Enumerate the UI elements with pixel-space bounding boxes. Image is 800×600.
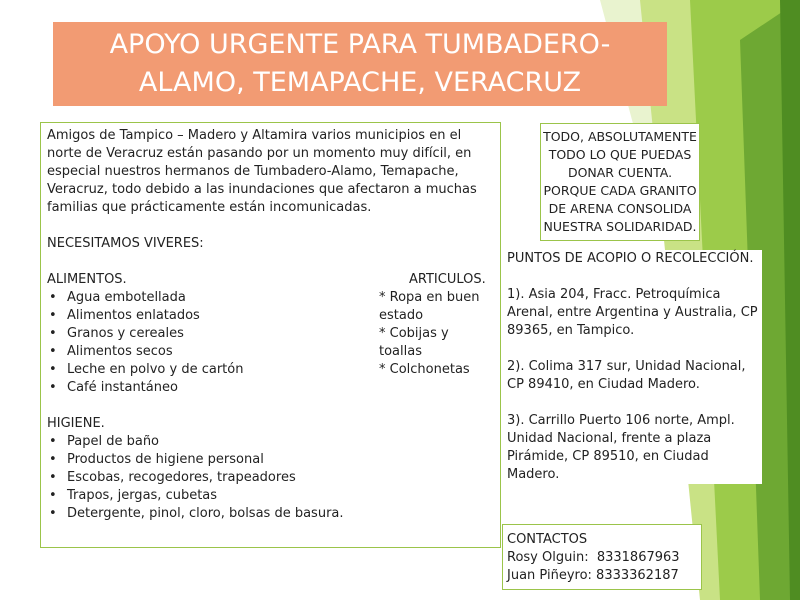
list-item: * Ropa en buen estado bbox=[379, 290, 480, 323]
points-heading: PUNTOS DE ACOPIO O RECOLECCIÓN. bbox=[507, 251, 754, 266]
collection-point-2: 2). Colima 317 sur, Unidad Nacional, CP 89410, en Ciudad Madero. bbox=[507, 359, 746, 392]
list-item: * Cobijas y toallas bbox=[379, 326, 449, 359]
contacts-box bbox=[502, 524, 702, 590]
contact-phone: 8333362187 bbox=[596, 568, 679, 583]
page-title bbox=[53, 22, 667, 106]
list-item: • Productos de higiene personal bbox=[47, 451, 494, 469]
intro-text: Amigos de Tampico – Madero y Altamira varios municipios en el norte de Veracruz están pasando por un momento muy difícil, en especial nuestros hermanos de Tumbadero-Alamo, Temapache, Veracruz, todo debido a las inundaciones que afectaron a muchas familias que prácticamente están incomunicadas. bbox=[47, 128, 477, 215]
higiene-section bbox=[47, 415, 494, 523]
needs-columns bbox=[47, 271, 494, 397]
title-line-2: ALAMO, TEMAPACHE, VERACRUZ bbox=[138, 67, 582, 98]
collection-point-1: 1). Asia 204, Fracc. Petroquímica Arenal, entre Argentina y Australia, CP 89365, en Tampico. bbox=[507, 287, 758, 338]
contact-phone: 8331867963 bbox=[596, 550, 680, 565]
list-item: • Detergente, pinol, cloro, bolsas de basura. bbox=[47, 505, 494, 523]
contact-name: Juan Piñeyro: bbox=[507, 568, 592, 583]
list-item: * Colchonetas bbox=[379, 362, 470, 377]
contacts-heading: CONTACTOS bbox=[507, 532, 588, 547]
contact-2 bbox=[507, 567, 697, 585]
list-item: • Papel de baño bbox=[47, 433, 494, 451]
slogan-box bbox=[540, 123, 700, 241]
list-item: • Trapos, jergas, cubetas bbox=[47, 487, 494, 505]
alimentos-section bbox=[47, 271, 347, 397]
title-line-1: APOYO URGENTE PARA TUMBADERO- bbox=[109, 29, 611, 60]
alimentos-heading: ALIMENTOS. bbox=[47, 272, 127, 287]
contact-name: Rosy Olguin: bbox=[507, 550, 589, 565]
collection-point-3: 3). Carrillo Puerto 106 norte, Ampl. Unidad Nacional, frente a plaza Pirámide, CP 89510, en Ciudad Madero. bbox=[507, 413, 735, 482]
slogan-text: TODO, ABSOLUTAMENTE TODO LO QUE PUEDAS DONAR CUENTA. PORQUE CADA GRANITO DE ARENA CONSOLIDA NUESTRA SOLIDARIDAD. bbox=[543, 129, 697, 234]
list-item: • Agua embotellada bbox=[47, 289, 347, 307]
collection-points bbox=[507, 250, 762, 484]
list-item: • Escobas, recogedores, trapeadores bbox=[47, 469, 494, 487]
list-item: • Leche en polvo y de cartón bbox=[47, 361, 347, 379]
needs-heading: NECESITAMOS VIVERES: bbox=[47, 236, 204, 251]
list-item: • Café instantáneo bbox=[47, 379, 347, 397]
alimentos-list bbox=[47, 289, 347, 397]
list-item: • Alimentos enlatados bbox=[47, 307, 347, 325]
higiene-list bbox=[47, 433, 494, 523]
contact-1 bbox=[507, 549, 697, 567]
list-item: • Alimentos secos bbox=[47, 343, 347, 361]
articulos-section bbox=[347, 271, 494, 397]
list-item: • Granos y cereales bbox=[47, 325, 347, 343]
articulos-heading: ARTICULOS. bbox=[409, 272, 486, 287]
needs-panel bbox=[40, 122, 501, 548]
higiene-heading: HIGIENE. bbox=[47, 416, 105, 431]
